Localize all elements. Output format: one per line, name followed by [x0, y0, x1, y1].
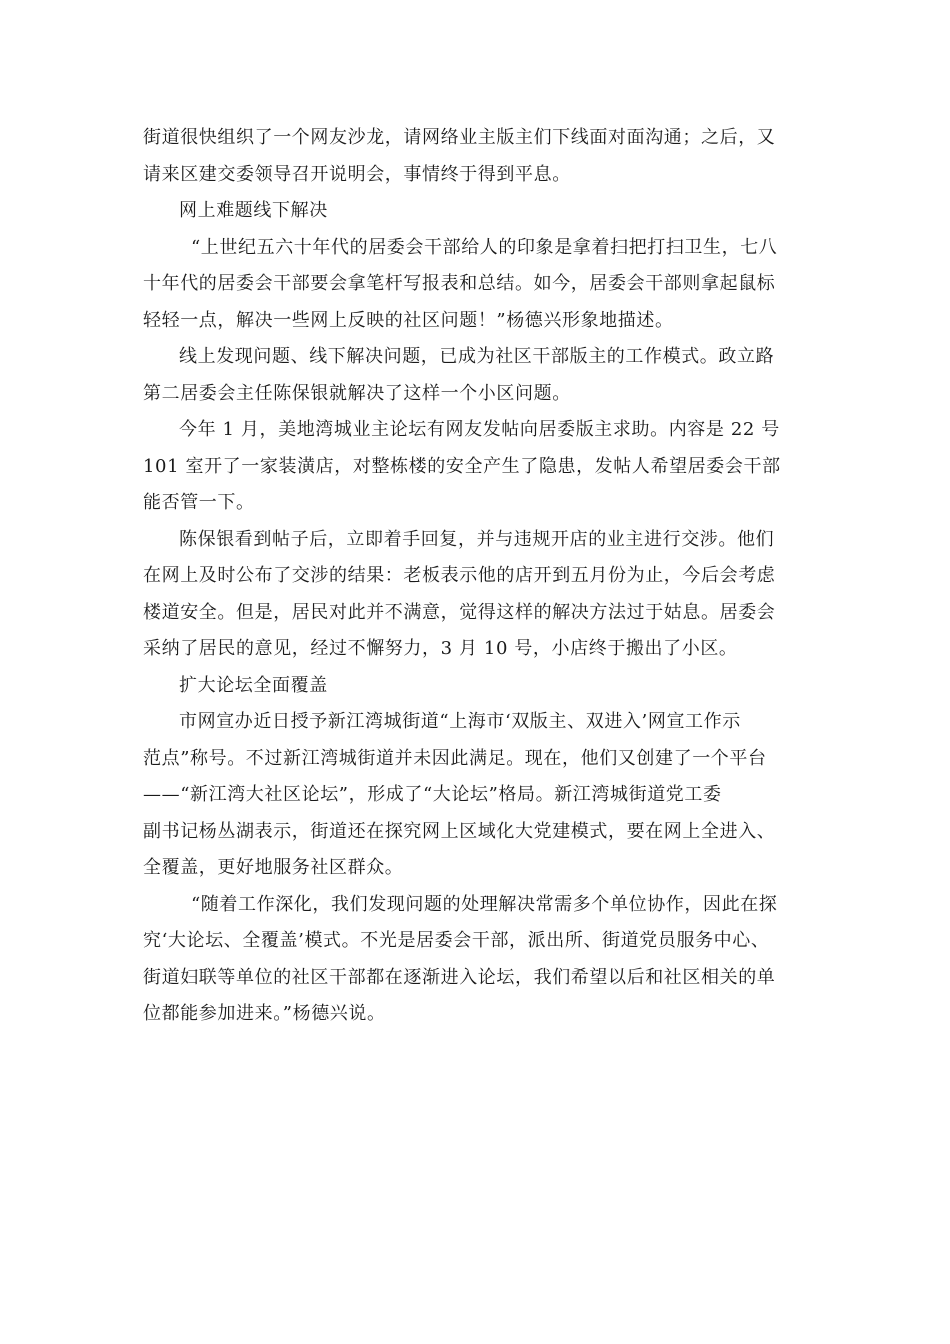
section-heading: 网上难题线下解决	[179, 200, 328, 221]
text-line: 线上发现问题、线下解决问题，已成为社区干部版主的工作模式。政立路	[179, 346, 775, 367]
text-line: 今年 1 月，美地湾城业主论坛有网友发帖向居委版主求助。内容是 22 号	[179, 419, 780, 440]
text-line: 能否管一下。	[143, 492, 255, 513]
text-line: 范点”称号。不过新江湾城街道并未因此满足。现在，他们又创建了一个平台	[143, 747, 767, 769]
text-line: 陈保银看到帖子后，立即着手回复，并与违规开店的业主进行交涉。他们	[179, 528, 775, 550]
document-page	[143, 120, 808, 1033]
text-line: 街道很快组织了一个网友沙龙，请网络业主版主们下线面对面沟通；之后，又	[143, 127, 776, 148]
text-line: 请来区建交委领导召开说明会，事情终于得到平息。	[143, 163, 571, 185]
text-line: “上世纪五六十年代的居委会干部给人的印象是拿着扫把打扫卫生，七八	[191, 236, 778, 258]
section-heading: 扩大论坛全面覆盖	[179, 674, 328, 696]
text-line: 十年代的居委会干部要会拿笔杆写报表和总结。如今，居委会干部则拿起鼠标	[143, 273, 776, 294]
text-line: 采纳了居民的意见，经过不懈努力，3 月 10 号，小店终于搬出了小区。	[143, 638, 738, 659]
text-line: ——“新江湾大社区论坛”，形成了“大论坛”格局。新江湾城街道党工委	[143, 784, 722, 805]
text-line: 副书记杨丛湖表示，街道还在探究网上区域化大党建模式，要在网上全进入、	[143, 820, 776, 842]
text-line: 101 室开了一家装潢店，对整栋楼的安全产生了隐患，发帖人希望居委会干部	[143, 455, 781, 477]
text-line: 轻轻一点，解决一些网上反映的社区问题！”杨德兴形象地描述。	[143, 309, 674, 331]
text-line: 全覆盖，更好地服务社区群众。	[143, 857, 404, 878]
text-line: 市网宣办近日授予新江湾城街道“上海市‘双版主、双进入’网宣工作示	[179, 711, 741, 732]
text-line: 在网上及时公布了交涉的结果：老板表示他的店开到五月份为止，今后会考虑	[143, 565, 776, 586]
text-line: “随着工作深化，我们发现问题的处理解决常需多个单位协作，因此在探	[191, 893, 778, 915]
text-line: 楼道安全。但是，居民对此并不满意，觉得这样的解决方法过于姑息。居委会	[143, 601, 776, 623]
text-line: 街道妇联等单位的社区干部都在逐渐进入论坛，我们希望以后和社区相关的单	[143, 966, 776, 988]
text-line: 究‘大论坛、全覆盖’模式。不光是居委会干部，派出所、街道党员服务中心、	[143, 930, 770, 951]
text-line: 第二居委会主任陈保银就解决了这样一个小区问题。	[143, 382, 571, 404]
text-line: 位都能参加进来。”杨德兴说。	[143, 1003, 386, 1024]
